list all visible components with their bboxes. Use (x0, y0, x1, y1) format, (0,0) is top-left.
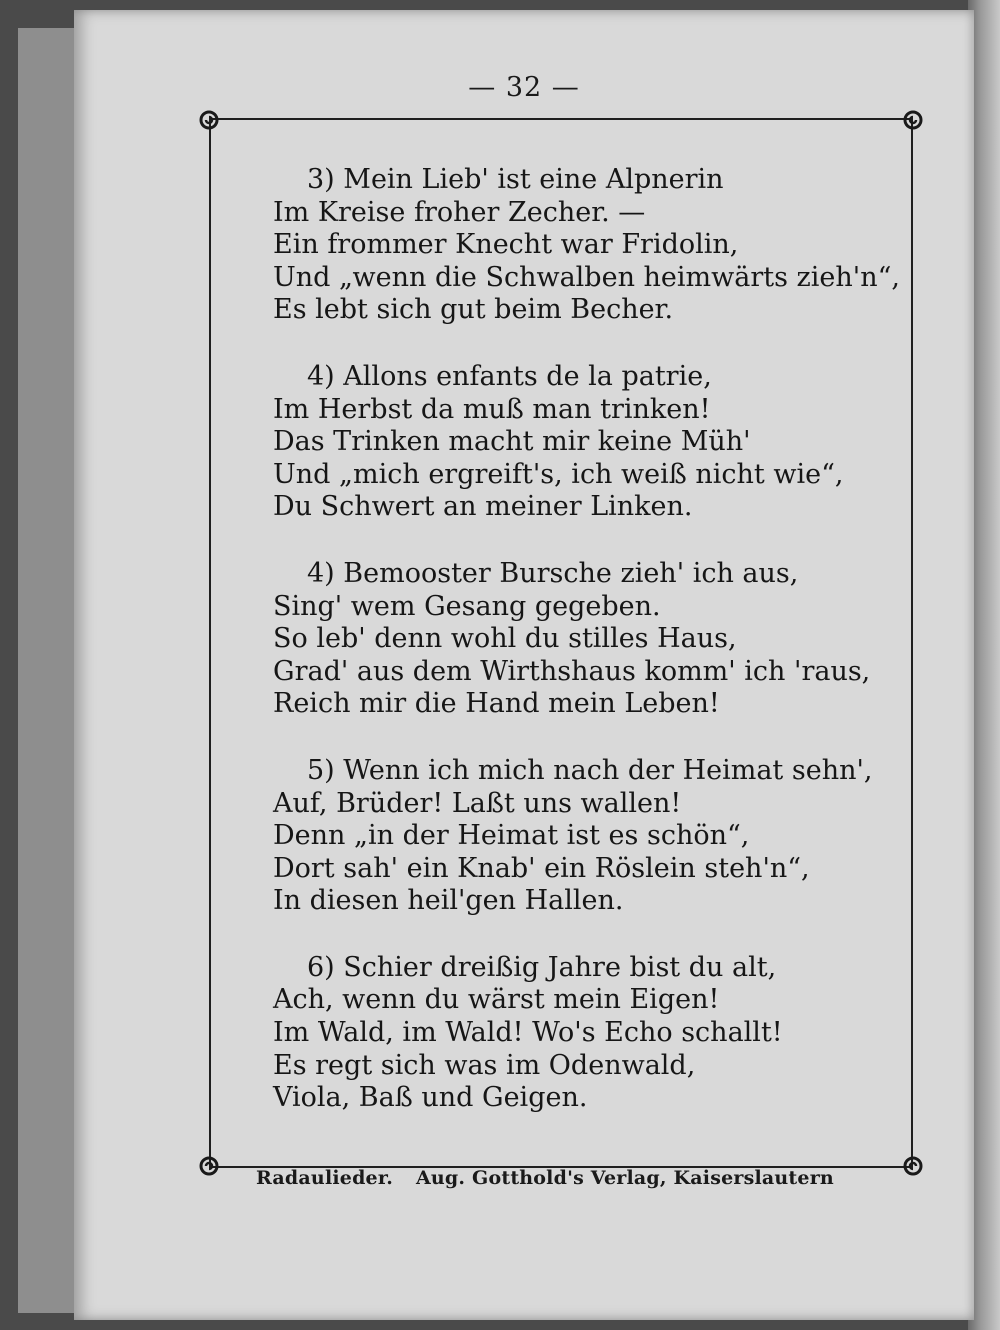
verse-line: Denn „in der Heimat ist es schön“, (273, 820, 750, 852)
book-title: Radaulieder. (256, 1167, 394, 1189)
poem-body (273, 164, 903, 1149)
spiral-ornament-icon (198, 1155, 220, 1177)
verse-line: So leb' denn wohl du stilles Haus, (273, 623, 737, 655)
verse-line: Sing' wem Gesang gegeben. (273, 590, 661, 622)
page-number: — 32 — (468, 72, 580, 103)
verse-line: 4) Allons enfants de la patrie, (307, 360, 712, 392)
verse-line: 6) Schier dreißig Jahre bist du alt, (307, 951, 777, 983)
verse-line: Es regt sich was im Odenwald, (273, 1049, 696, 1081)
verse-line: 3) Mein Lieb' ist eine Alpnerin (307, 164, 724, 195)
verse-line: Im Wald, im Wald! Wo's Echo schallt! (273, 1017, 783, 1049)
verse-line: Ein frommer Knecht war Fridolin, (273, 229, 739, 261)
page-footer (256, 1167, 936, 1189)
book-page (74, 10, 974, 1320)
publisher-imprint: Aug. Gotthold's Verlag, Kaiserslautern (415, 1167, 834, 1189)
verse-line: Dort sah' ein Knab' ein Röslein steh'n“, (273, 852, 810, 884)
spiral-ornament-icon (902, 109, 924, 131)
verse-line: Ach, wenn du wärst mein Eigen! (273, 984, 720, 1016)
verse-line: Reich mir die Hand mein Leben! (273, 688, 720, 720)
verse-line: 4) Bemooster Bursche zieh' ich aus, (307, 557, 799, 589)
verse-line: In diesen heil'gen Hallen. (273, 885, 624, 917)
verse-line: Auf, Brüder! Laßt uns wallen! (273, 787, 682, 819)
verse-line: Und „mich ergreift's, ich weiß nicht wie“, (273, 458, 844, 490)
verse-line: Das Trinken macht mir keine Müh' (273, 426, 751, 458)
verse-line: Es lebt sich gut beim Becher. (273, 294, 674, 326)
verse-line: Grad' aus dem Wirthshaus komm' ich 'raus, (273, 655, 871, 687)
verse-line: Im Kreise froher Zecher. — (273, 196, 646, 228)
verse-line: Und „wenn die Schwalben heimwärts zieh'n“, (273, 261, 900, 293)
stanza (273, 164, 903, 327)
stanza (273, 952, 903, 1115)
verse-line: Du Schwert an meiner Linken. (273, 491, 693, 523)
stanza (273, 361, 903, 524)
verse-line: 5) Wenn ich mich nach der Heimat sehn', (307, 754, 873, 786)
stanza (273, 558, 903, 721)
spiral-ornament-icon (198, 109, 220, 131)
verse-line: Viola, Baß und Geigen. (273, 1082, 588, 1114)
stanza (273, 755, 903, 918)
page-frame (209, 118, 913, 1168)
verse-line: Im Herbst da muß man trinken! (273, 393, 711, 425)
